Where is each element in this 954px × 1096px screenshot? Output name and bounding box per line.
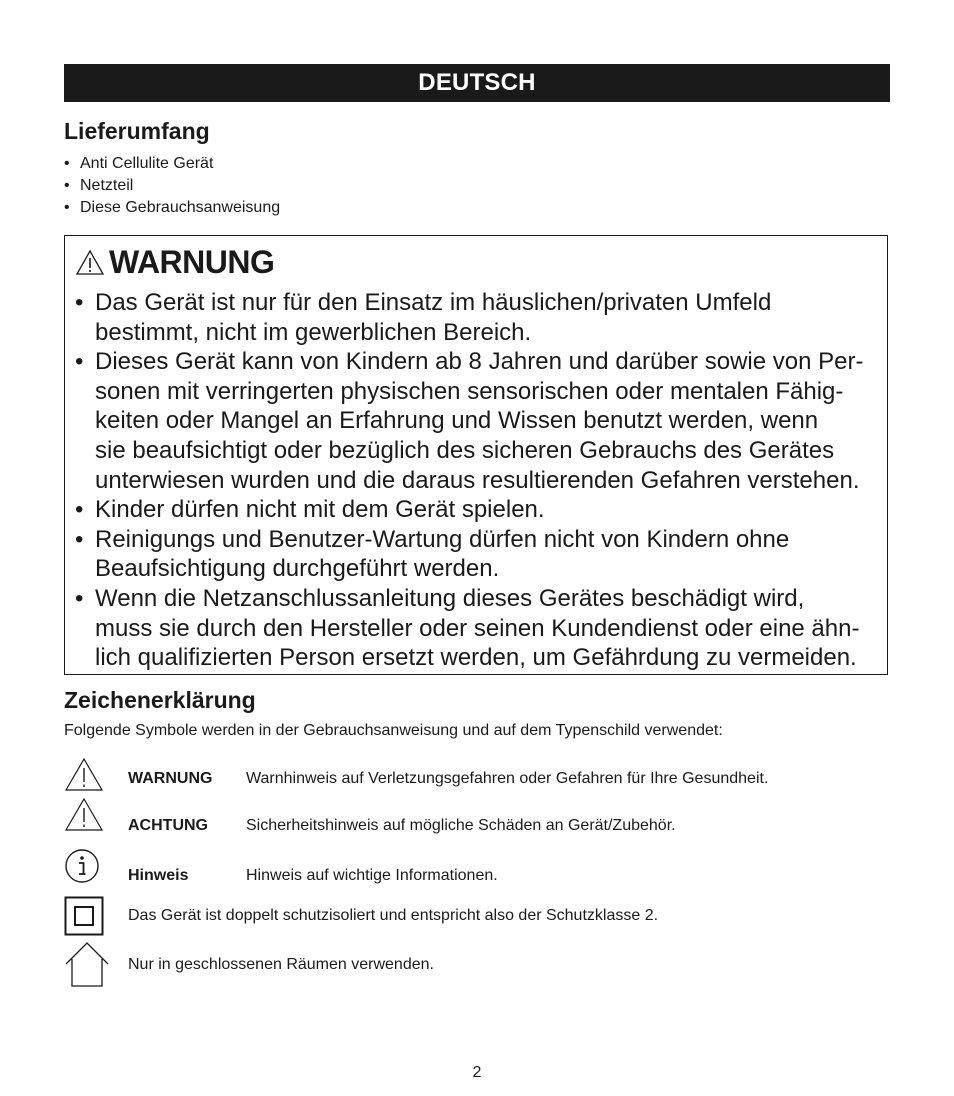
line: unterwiesen wurden und die daraus resultierenden Gefahren verstehen. (95, 466, 860, 494)
warning-triangle-icon (75, 249, 105, 276)
list-item (75, 288, 881, 347)
warning-box (64, 235, 888, 675)
line: lich qualifizierten Person ersetzt werden, um Gefährdung zu vermeiden. (95, 644, 857, 672)
line: sie beaufsichtigt oder bezüglich des sicheren Gebrauchs des Gerätes (95, 436, 835, 464)
scope-list (64, 153, 280, 219)
page-number: 2 (472, 1064, 482, 1081)
line: Beaufsichtigung durchgeführt werden. (95, 555, 500, 583)
language-header-label: DEUTSCH (418, 69, 536, 96)
symbol-description: Hinweis auf wichtige Informationen. (246, 867, 498, 884)
language-header (64, 64, 890, 102)
warning-list (75, 288, 881, 673)
line: keiten oder Mangel an Erfahrung und Wissen benutzt werden, wenn (95, 407, 819, 435)
caution-triangle-icon (64, 797, 104, 832)
list-item (75, 495, 881, 525)
line: Wenn die Netzanschlussanleitung dieses Gerätes beschädigt wird, (95, 584, 805, 612)
legend-heading: Zeichenerklärung (64, 687, 256, 713)
line: muss sie durch den Hersteller oder seinen Kundendienst oder eine ähn- (95, 614, 860, 642)
warning-triangle-icon (64, 757, 104, 792)
list-item (75, 347, 881, 495)
symbol-description: Warnhinweis auf Verletzungsgefahren oder Gefahren für Ihre Gesundheit. (246, 770, 769, 787)
warning-box-title (75, 244, 274, 281)
indoor-house-icon (64, 940, 110, 988)
list-item: • Anti Cellulite Gerät (64, 153, 280, 175)
line: sonen mit verringerten physischen sensorischen oder mentalen Fähig- (95, 377, 844, 405)
line: bestimmt, nicht im gewerblichen Bereich. (95, 318, 532, 346)
line: Reinigungs und Benutzer-Wartung dürfen nicht von Kindern ohne (95, 525, 790, 553)
list-item (75, 525, 881, 584)
list-item: • Netzteil (64, 175, 280, 197)
line: Kinder dürfen nicht mit dem Gerät spielen. (95, 496, 545, 524)
double-insulation-icon (64, 896, 104, 936)
line: Das Gerät ist nur für den Einsatz im häuslichen/privaten Umfeld (95, 289, 772, 316)
list-item (75, 584, 881, 673)
symbol-description: Sicherheitshinweis auf mögliche Schäden an Gerät/Zubehör. (246, 817, 676, 834)
symbol-description: Das Gerät ist doppelt schutzisoliert und entspricht also der Schutzklasse 2. (128, 907, 659, 924)
symbol-term-achtung: ACHTUNG (128, 817, 208, 834)
scope-heading: Lieferumfang (64, 118, 210, 144)
line: Dieses Gerät kann von Kindern ab 8 Jahren und darüber sowie von Per- (95, 348, 864, 376)
symbol-description: Nur in geschlossenen Räumen verwenden. (128, 956, 434, 973)
symbol-term-warnung: WARNUNG (128, 770, 213, 787)
info-circle-icon (64, 848, 100, 884)
list-item: • Diese Gebrauchsanweisung (64, 197, 280, 219)
legend-intro: Folgende Symbole werden in der Gebrauchsanweisung und auf dem Typenschild verwendet: (64, 722, 723, 739)
warning-box-title-text: WARNUNG (109, 244, 275, 280)
symbol-term-hinweis: Hinweis (128, 867, 189, 884)
